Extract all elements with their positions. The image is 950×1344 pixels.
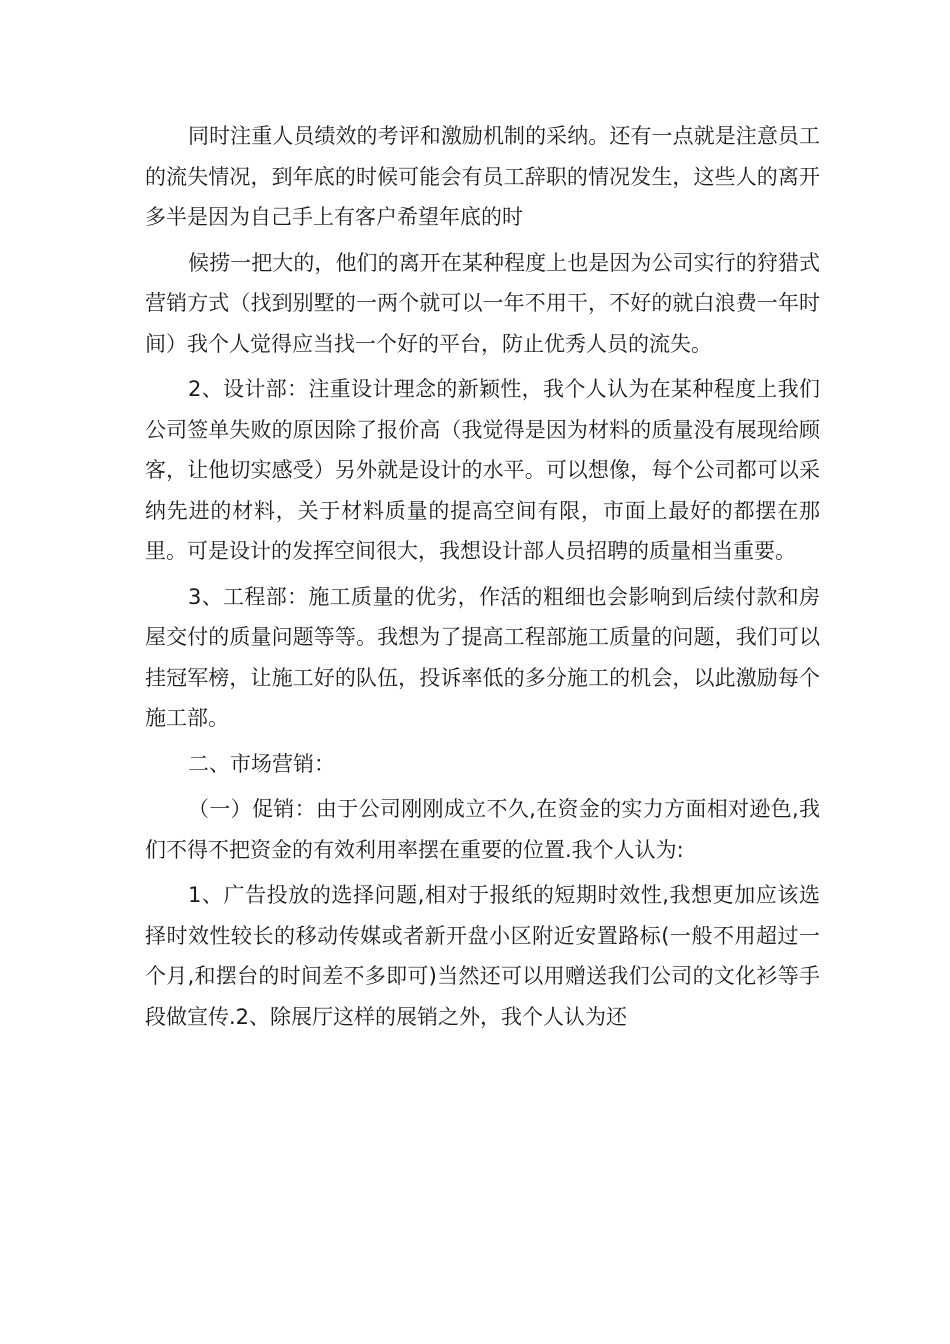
- paragraph-design-department: 2、设计部：注重设计理念的新颖性，我个人认为在某种程度上我们公司签单失败的原因除了报价高（我觉得是因为材料的质量没有展现给顾客，让他切实感受）另外就是设计的水平。可以想像，每个公司都可以采纳先进的材料，关于材料质量的提高空间有限，市面上最好的都摆在那里。可是设计的发挥空间很大，我想设计部人员招聘的质量相当重要。: [145, 377, 820, 563]
- paragraph-advertising: 1、广告投放的选择问题,相对于报纸的短期时效性,我想更加应该选择时效性较长的移动传媒或者新开盘小区附近安置路标(一般不用超过一个月,和摆台的时间差不多即可)当然还可以用赠送我们公司的文化衫等手段做宣传.2、除展厅这样的展销之外，我个人认为还: [145, 883, 820, 1029]
- paragraph-engineering-department: 3、工程部：施工质量的优劣，作活的粗细也会影响到后续付款和房屋交付的质量问题等等。我想为了提高工程部施工质量的问题，我们可以挂冠军榜，让施工好的队伍，投诉率低的多分施工的机会，以此激励每个施工部。: [145, 584, 820, 730]
- paragraph-hunting-marketing: 候捞一把大的，他们的离开在某种程度上也是因为公司实行的狩猎式营销方式（找到别墅的一两个就可以一年不用干，不好的就白浪费一年时间）我个人觉得应当找一个好的平台，防止优秀人员的流失。: [145, 250, 820, 356]
- document-page: [145, 116, 820, 1042]
- paragraph-promotion: （一）促销：由于公司刚刚成立不久,在资金的实力方面相对逊色,我们不得不把资金的有效利用率摆在重要的位置.我个人认为:: [145, 797, 820, 862]
- section-heading-marketing: 二、市场营销：: [188, 751, 335, 776]
- paragraph-staff-retention: 同时注重人员绩效的考评和激励机制的采纳。还有一点就是注意员工的流失情况，到年底的时候可能会有员工辞职的情况发生，这些人的离开多半是因为自己手上有客户希望年底的时: [145, 124, 820, 229]
